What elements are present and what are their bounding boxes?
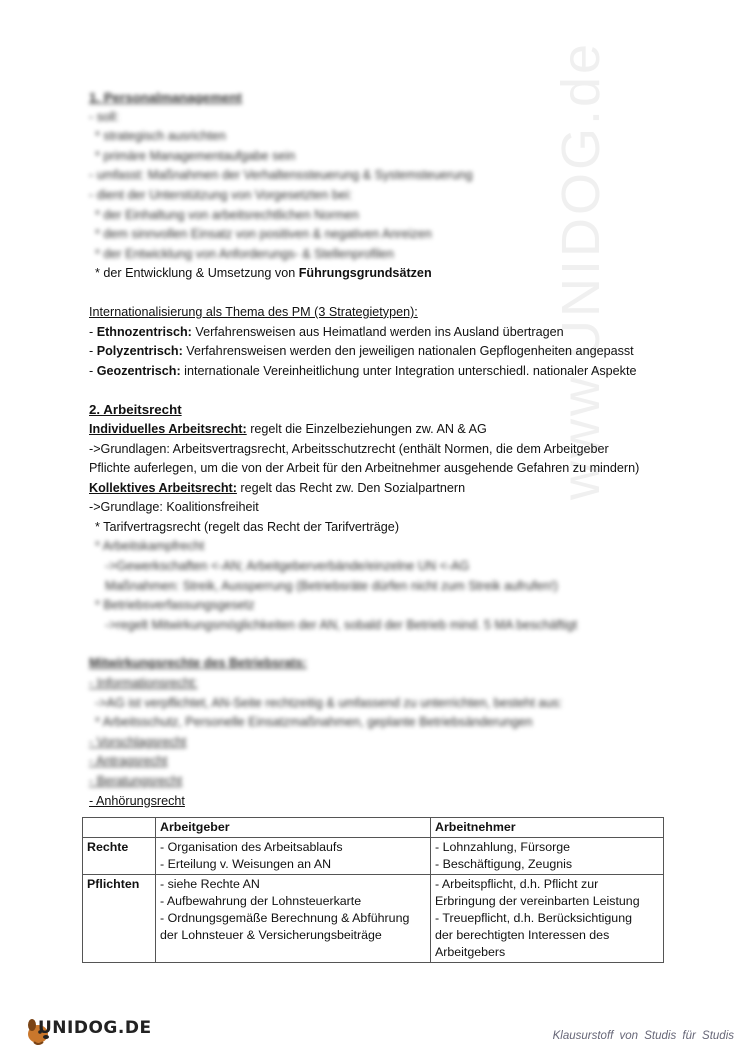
table-header-cell: Arbeitnehmer [431, 818, 664, 838]
table-header-cell: Arbeitgeber [156, 818, 431, 838]
ind-arbeitsrecht [89, 420, 689, 440]
kol-basis: ->Grundlage: Koalitionsfreiheit [89, 500, 259, 515]
cell-line: Arbeitgebers [435, 945, 506, 959]
s1-last-bold: Führungsgrundsätzen [298, 266, 432, 281]
s1-line: - dient der Unterstützung von Vorgesetzten bei: [89, 187, 353, 202]
intl-dash: - [89, 324, 97, 339]
s1-line: * dem sinnvollen Einsatz von positiven & negativen Anreizen [95, 227, 432, 242]
section-3-title: Mitwirkungsrechte des Betriebsrats: [89, 656, 307, 671]
s1-line: - soll: [89, 109, 120, 124]
ind-basis-2: Pflichte auferlegen, um die von der Arbeit für den Arbeitnehmer ausgehende Gefahren zu mindern) [89, 461, 640, 476]
intl-text: Verfahrensweisen aus Heimatland werden ins Ausland übertragen [191, 324, 564, 339]
cell-line: der berechtigten Interessen des [435, 928, 610, 942]
section-2-title: 2. Arbeitsrecht [89, 402, 182, 418]
table-header-cell [83, 818, 156, 838]
s2-blur-line: ->regelt Mitwirkungsmöglichkeiten der AN, sobald der Betrieb mind. 5 MA beschäftigt [105, 617, 578, 632]
s3-line: * Arbeitsschutz, Personelle Einsatzmaßnahmen, geplante Betriebsänderungen [95, 715, 533, 730]
row-label: Rechte [83, 838, 156, 875]
table-row [83, 838, 664, 875]
intl-text: internationale Vereinheitlichung unter Integration unterschiedl. nationaler Aspekte [180, 363, 637, 378]
intl-term: Ethnozentrisch: [96, 324, 192, 339]
s3-line: - Antragsrecht [89, 754, 168, 769]
s1-line: - umfasst: Maßnahmen der Verhaltenssteuerung & Systemsteuerung [89, 168, 473, 183]
s1-line: * der Entwicklung von Anforderungs- & Stellenprofilen [95, 246, 394, 261]
intl-term: Polyzentrisch: [96, 344, 183, 359]
cell-line: - Ordnungsgemäße Berechnung & Abführung [160, 911, 410, 925]
table-cell [431, 875, 664, 963]
cell-line: Erbringung der vereinbarten Leistung [435, 894, 640, 908]
cell-line: der Lohnsteuer & Versicherungsbeiträge [160, 928, 382, 942]
kol-term: Kollektives Arbeitsrecht: [89, 480, 237, 495]
s1-line: * der Einhaltung von arbeitsrechtlichen Normen [95, 207, 359, 222]
watermark: www.UNIDOG.de [551, 40, 611, 500]
s2-blur-line: ->Gewerkschaften <-AN; Arbeitgeberverbände/einzelne UN <-AG [105, 559, 470, 574]
table-cell [156, 838, 431, 875]
s1-last-prefix: * der Entwicklung & Umsetzung von [95, 266, 299, 281]
table-row [83, 875, 664, 963]
s3-line: - Beratungsrecht [89, 774, 183, 788]
cell-line: - Treuepflicht, d.h. Berücksichtigung [435, 911, 632, 925]
cell-line: - Arbeitspflicht, d.h. Pflicht zur [435, 877, 599, 891]
logo-text: UNIDOG.DE [38, 1018, 152, 1038]
cell-line: - Organisation des Arbeitsablaufs [160, 840, 343, 854]
cell-line: - Beschäftigung, Zeugnis [435, 857, 573, 871]
tarif-line: * Tarifvertragsrecht (regelt das Recht der Tarifverträge) [95, 519, 400, 534]
document-body [89, 88, 689, 811]
table-header-row [83, 818, 664, 838]
rights-duties-table [82, 817, 664, 963]
ind-text: regelt die Einzelbeziehungen zw. AN & AG [246, 421, 487, 436]
table-cell [156, 875, 431, 963]
cell-line: - Aufbewahrung der Lohnsteuerkarte [160, 894, 362, 908]
kol-arbeitsrecht [89, 479, 689, 499]
s1-line: * strategisch ausrichten [95, 129, 226, 144]
footer-tagline: Klausurstoff von Studis für Studis [552, 1030, 734, 1042]
s3-line: - Informationsrecht: [89, 676, 198, 691]
intl-text: Verfahrensweisen werden den jeweiligen nationalen Gepflogenheiten angepasst [182, 344, 634, 359]
intl-dash: - [89, 344, 97, 359]
s2-blur-line: Maßnahmen: Streik, Aussperrung (Betriebsräte dürfen nicht zum Streik aufrufen!) [105, 578, 558, 593]
s1-last-line [89, 264, 689, 284]
s1-line: * primäre Managementaufgabe sein [95, 148, 296, 163]
intl-term: Geozentrisch: [96, 363, 181, 378]
row-label: Pflichten [83, 875, 156, 963]
kol-text: regelt das Recht zw. Den Sozialpartnern [236, 480, 466, 495]
s3-line: - Vorschlagsrecht [89, 734, 187, 749]
cell-line: - Lohnzahlung, Fürsorge [435, 840, 571, 854]
s2-blur-line: * Arbeitskampfrecht [95, 539, 205, 554]
ind-basis-1: ->Grundlagen: Arbeitsvertragsrecht, Arbeitsschutzrecht (enthält Normen, die dem Arbeitgeber [89, 441, 609, 456]
ind-term: Individuelles Arbeitsrecht: [89, 421, 247, 436]
intl-title: Internationalisierung als Thema des PM (3 Strategietypen): [89, 304, 418, 319]
section-1-title: 1. Personalmanagement [89, 90, 242, 105]
cell-line: - siehe Rechte AN [160, 877, 260, 891]
intl-item-poly [89, 342, 689, 362]
cell-line: - Erteilung v. Weisungen an AN [160, 857, 332, 871]
intl-dash: - [89, 363, 97, 378]
table-cell [431, 838, 664, 875]
s2-blur-line: * Betriebsverfassungsgesetz [95, 598, 255, 613]
intl-item-ethno [89, 323, 689, 343]
s3-line-visible: - Anhörungsrecht [89, 793, 185, 808]
s3-line: ->AG ist verpflichtet, AN-Seite rechtzeitig & umfassend zu unterrichten, besteht aus: [95, 695, 563, 710]
intl-item-geo [89, 362, 689, 382]
